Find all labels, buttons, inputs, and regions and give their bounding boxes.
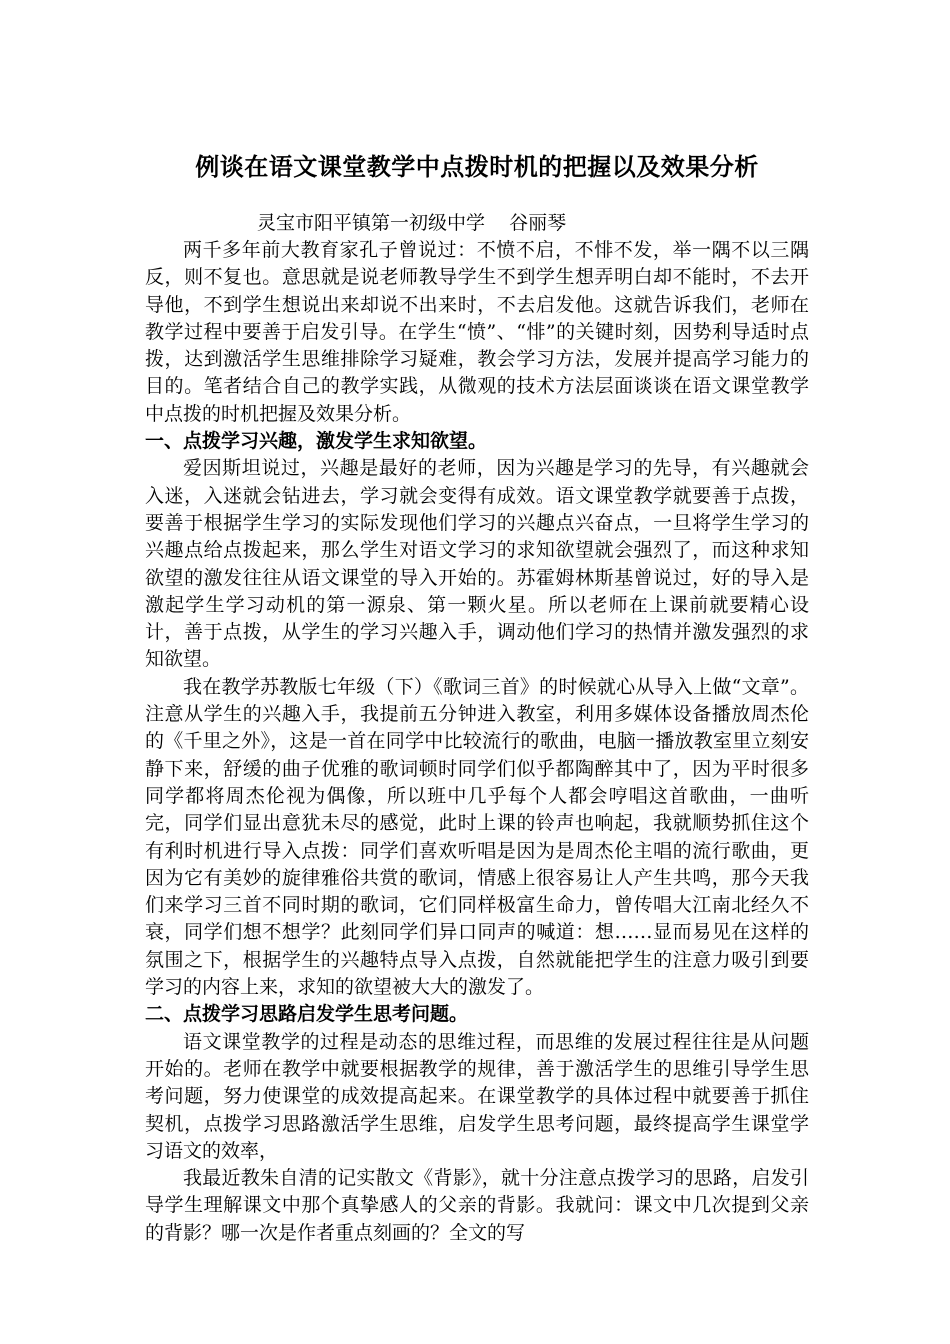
section-2-paragraph-1: 语文课堂教学的过程是动态的思维过程，而思维的发展过程往往是从问题开始的。老师在教学中就要根据教学的规律，善于激活学生的思维引导学生思考问题，努力使课堂的成效提高起来。在课堂教学的具体过程中就要善于抓住契机，点拨学习思路激活学生思维，启发学生思考问题，最终提高学生课堂学习语文的效率， [145, 1030, 809, 1162]
document-body [145, 150, 809, 1247]
document-title: 例谈在语文课堂教学中点拨时机的把握以及效果分析 [195, 153, 759, 181]
section-2-heading: 二、点拨学习思路启发学生思考问题。 [145, 1003, 469, 1026]
section-1-paragraph-1: 爱因斯坦说过，兴趣是最好的老师，因为兴趣是学习的先导，有兴趣就会入迷，入迷就会钻进去，学习就会变得有成效。语文课堂教学就要善于点拨，要善于根据学生学习的实际发现他们学习的兴趣点兴奋点，一旦将学生学习的兴趣点给点拨起来，那么学生对语文学习的求知欲望就会强烈了，而这种求知欲望的激发往往从语文课堂的导入开始的。苏霍姆林斯基曾说过，好的导入是激起学生学习动机的第一源泉、第一颗火星。所以老师在上课前就要精心设计，善于点拨，从学生的学习兴趣入手，调动他们学习的热情并激发强烈的求知欲望。 [145, 457, 809, 671]
section-1-paragraph-2: 我在教学苏教版七年级（下）《歌词三首》的时候就心从导入上做“文章”。注意从学生的兴趣入手，我提前五分钟进入教室，利用多媒体设备播放周杰伦的《千里之外》，这是一首在同学中比较流行的歌曲，电脑一播放教室里立刻安静下来，舒缓的曲子优雅的歌词顿时同学们似乎都陶醉其中了，因为平时很多同学都将周杰伦视为偶像，所以班中几乎每个人都会哼唱这首歌曲，一曲听完，同学们显出意犹未尽的感觉，此时上课的铃声也响起，我就顺势抓住这个有利时机进行导入点拨：同学们喜欢听唱是因为是周杰伦主唱的流行歌曲，更因为它有美妙的旋律雅俗共赏的歌词，情感上很容易让人产生共鸣，那今天我们来学习三首不同时期的歌词，它们同样极富生命力，曾传唱大江南北经久不衰，同学们想不想学？此刻同学们异口同声的喊道：想……显而易见在这样的氛围之下，根据学生的兴趣特点导入点拨，自然就能把学生的注意力吸引到要学习的内容上来，求知的欲望被大大的激发了。 [145, 675, 809, 999]
intro-paragraph: 两千多年前大教育家孔子曾说过：不愤不启，不悱不发，举一隅不以三隅反，则不复也。意思就是说老师教导学生不到学生想弄明白却不能时，不去开导他，不到学生想说出来却说不出来时，不去启发他。这就告诉我们，老师在教学过程中要善于启发引导。在学生“愤”、“悱”的关键时刻，因势利导适时点拨，达到激活学生思维排除学习疑难，教会学习方法，发展并提高学习能力的目的。笔者结合自己的教学实践，从微观的技术方法层面谈谈在语文课堂教学中点拨的时机把握及效果分析。 [145, 239, 809, 425]
section-1-heading: 一、点拨学习兴趣，激发学生求知欲望。 [145, 430, 488, 453]
author-line: 灵宝市阳平镇第一初级中学 谷丽琴 [257, 212, 567, 234]
section-2-paragraph-2: 我最近教朱自清的记实散文《背影》，就十分注意点拨学习的思路，启发引导学生理解课文中那个真挚感人的父亲的背影。我就问：课文中几次提到父亲的背影？哪一次是作者重点刻画的？全文的写 [145, 1167, 809, 1244]
